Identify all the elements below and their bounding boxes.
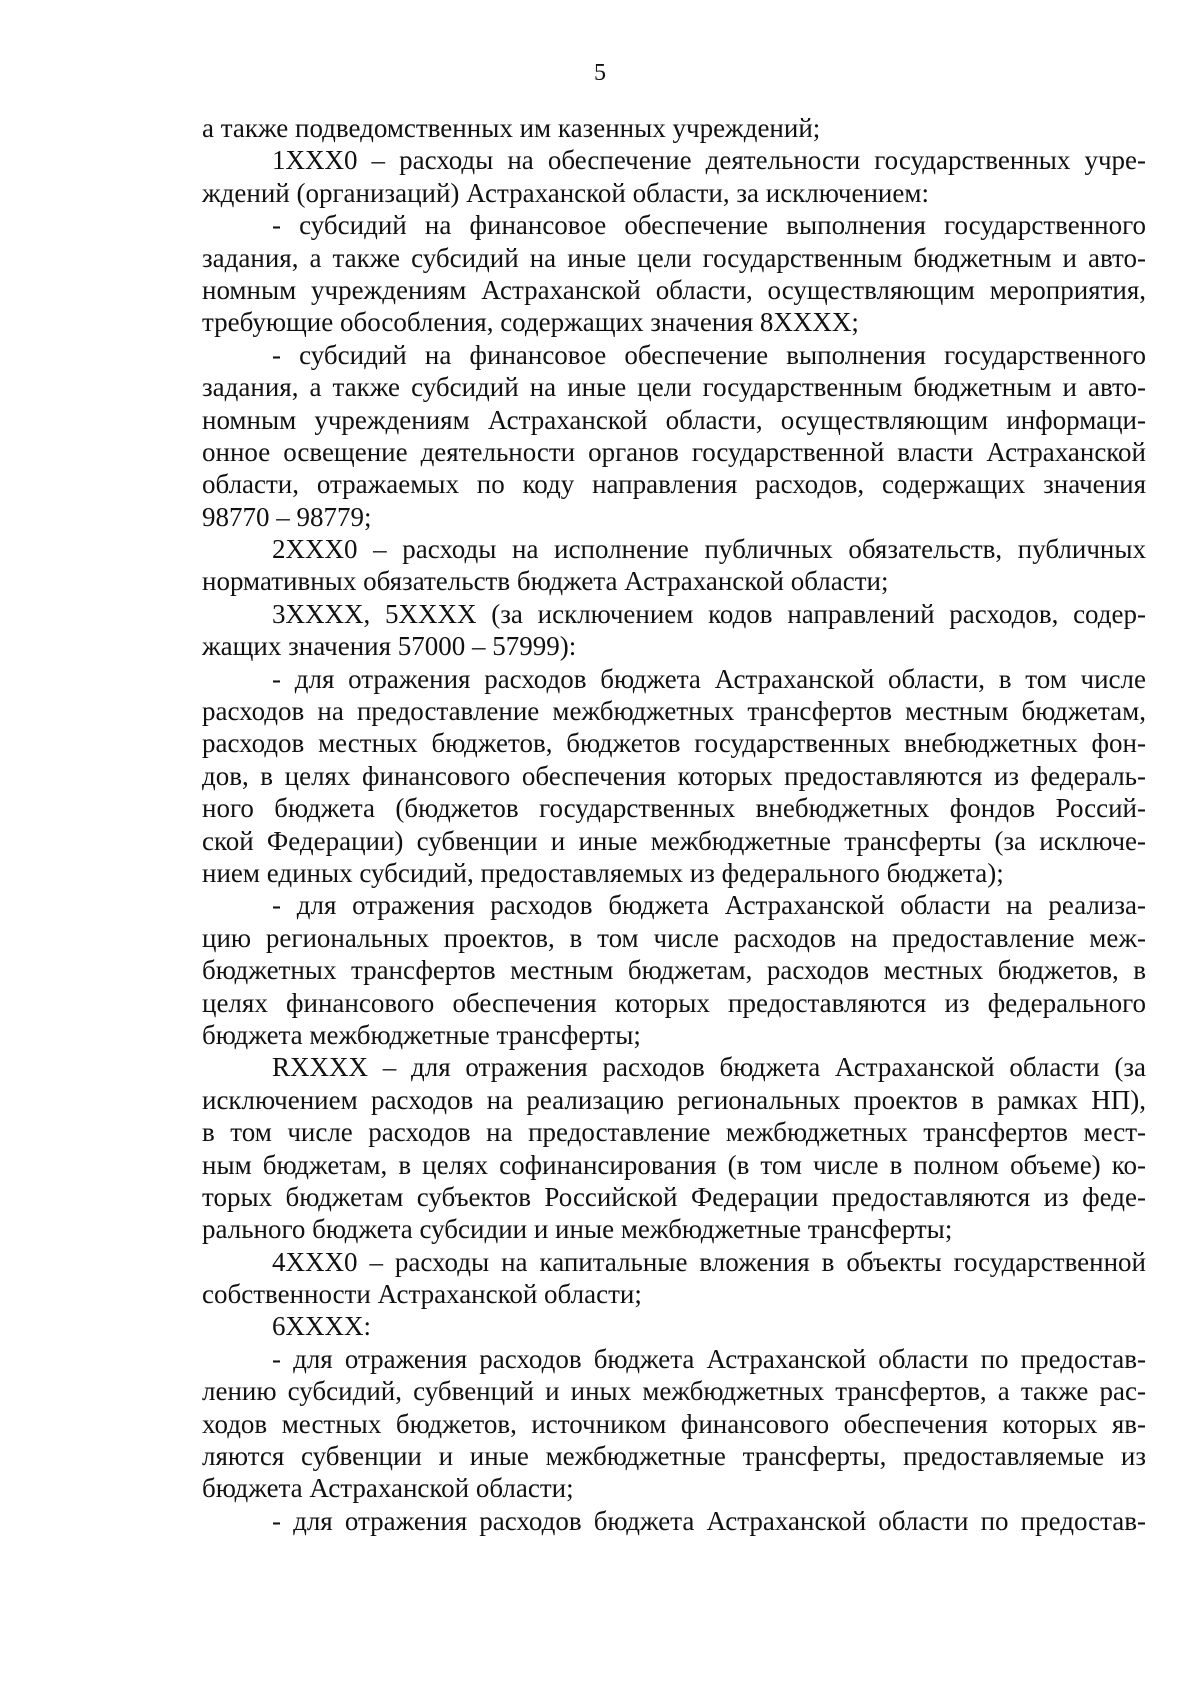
text-line: задания, а также субсидий на иные цели государственным бюджетным и авто- — [202, 242, 1146, 273]
text-line: нормативных обязательств бюджета Астраханской области; — [202, 566, 889, 597]
text-line: цию региональных проектов, в том числе расходов на предоставление меж- — [202, 922, 1146, 953]
text-line: 98770 – 98779; — [202, 501, 372, 532]
text-line: - для отражения расходов бюджета Астраханской области на реализа- — [272, 890, 1146, 921]
text-line: 2ХХХ0 – расходы на исполнение публичных обязательств, публичных — [272, 534, 1146, 565]
text-line: жащих значения 57000 – 57999): — [202, 631, 577, 662]
text-line: собственности Астраханской области; — [202, 1279, 642, 1310]
text-line: - для отражения расходов бюджета Астраханской области по предостав- — [272, 1343, 1146, 1374]
text-line: бюджета Астраханской области; — [202, 1473, 574, 1504]
text-line: номным учреждениям Астраханской области, осуществляющим информаци- — [202, 404, 1146, 435]
text-line: 1ХХХ0 – расходы на обеспечение деятельности государственных учре- — [272, 145, 1146, 176]
text-line: целях финансового обеспечения которых предоставляются из федерального — [202, 987, 1146, 1018]
text-line: - для отражения расходов бюджета Астраханской области по предостав- — [272, 1505, 1146, 1536]
text-line: бюджета межбюджетные трансферты; — [202, 1019, 641, 1050]
text-line: области, отражаемых по коду направления расходов, содержащих значения — [202, 469, 1146, 500]
text-line: онное освещение деятельности органов государственной власти Астраханской — [202, 436, 1146, 467]
text-line: ходов местных бюджетов, источником финансового обеспечения которых яв- — [202, 1408, 1146, 1439]
text-line: расходов местных бюджетов, бюджетов государственных внебюджетных фон- — [202, 728, 1146, 759]
text-line: 3ХХХХ, 5ХХХХ (за исключением кодов направлений расходов, содер- — [272, 598, 1146, 629]
text-line: - субсидий на финансовое обеспечение выполнения государственного — [272, 339, 1146, 370]
page-number: 5 — [594, 60, 606, 86]
text-line: номным учреждениям Астраханской области, осуществляющим мероприятия, — [202, 274, 1146, 305]
text-line: требующие обособления, содержащих значения 8ХХХХ; — [202, 307, 859, 338]
text-line: ным бюджетам, в целях софинансирования (в том числе в полном объеме) ко- — [202, 1149, 1146, 1180]
text-line: ляются субвенции и иные межбюджетные трансферты, предоставляемые из — [202, 1441, 1146, 1472]
text-line: исключением расходов на реализацию региональных проектов в рамках НП), — [202, 1084, 1146, 1115]
text-line: а также подведомственных им казенных учреждений; — [202, 113, 821, 143]
text-line: в том числе расходов на предоставление межбюджетных трансфертов мест- — [202, 1117, 1146, 1148]
text-line: ного бюджета (бюджетов государственных внебюджетных фондов Россий- — [202, 793, 1146, 824]
text-line: - для отражения расходов бюджета Астраханской области, в том числе — [272, 663, 1146, 694]
text-line: задания, а также субсидий на иные цели государственным бюджетным и авто- — [202, 372, 1146, 403]
document-body — [202, 112, 1146, 1537]
text-line: торых бюджетам субъектов Российской Федерации предоставляются из феде- — [202, 1181, 1146, 1212]
text-line: 4ХХХ0 – расходы на капитальные вложения в объекты государственной — [272, 1246, 1146, 1277]
text-line: RХХХХ – для отражения расходов бюджета Астраханской области (за — [272, 1052, 1146, 1083]
text-line: нием единых субсидий, предоставляемых из федерального бюджета); — [202, 857, 1004, 888]
text-line: дов, в целях финансового обеспечения которых предоставляются из федераль- — [202, 760, 1146, 791]
text-line: ской Федерации) субвенции и иные межбюджетные трансферты (за исключе- — [202, 825, 1146, 856]
text-line: лению субсидий, субвенций и иных межбюджетных трансфертов, а также рас- — [202, 1376, 1146, 1407]
text-line: рального бюджета субсидии и иные межбюджетные трансферты; — [202, 1214, 953, 1245]
text-line: бюджетных трансфертов местным бюджетам, расходов местных бюджетов, в — [202, 955, 1146, 986]
text-line: - субсидий на финансовое обеспечение выполнения государственного — [272, 210, 1146, 241]
text-line: 6ХХХХ: — [272, 1311, 371, 1342]
text-line: расходов на предоставление межбюджетных трансфертов местным бюджетам, — [202, 696, 1146, 727]
text-line: ждений (организаций) Астраханской области, за исключением: — [202, 177, 929, 208]
